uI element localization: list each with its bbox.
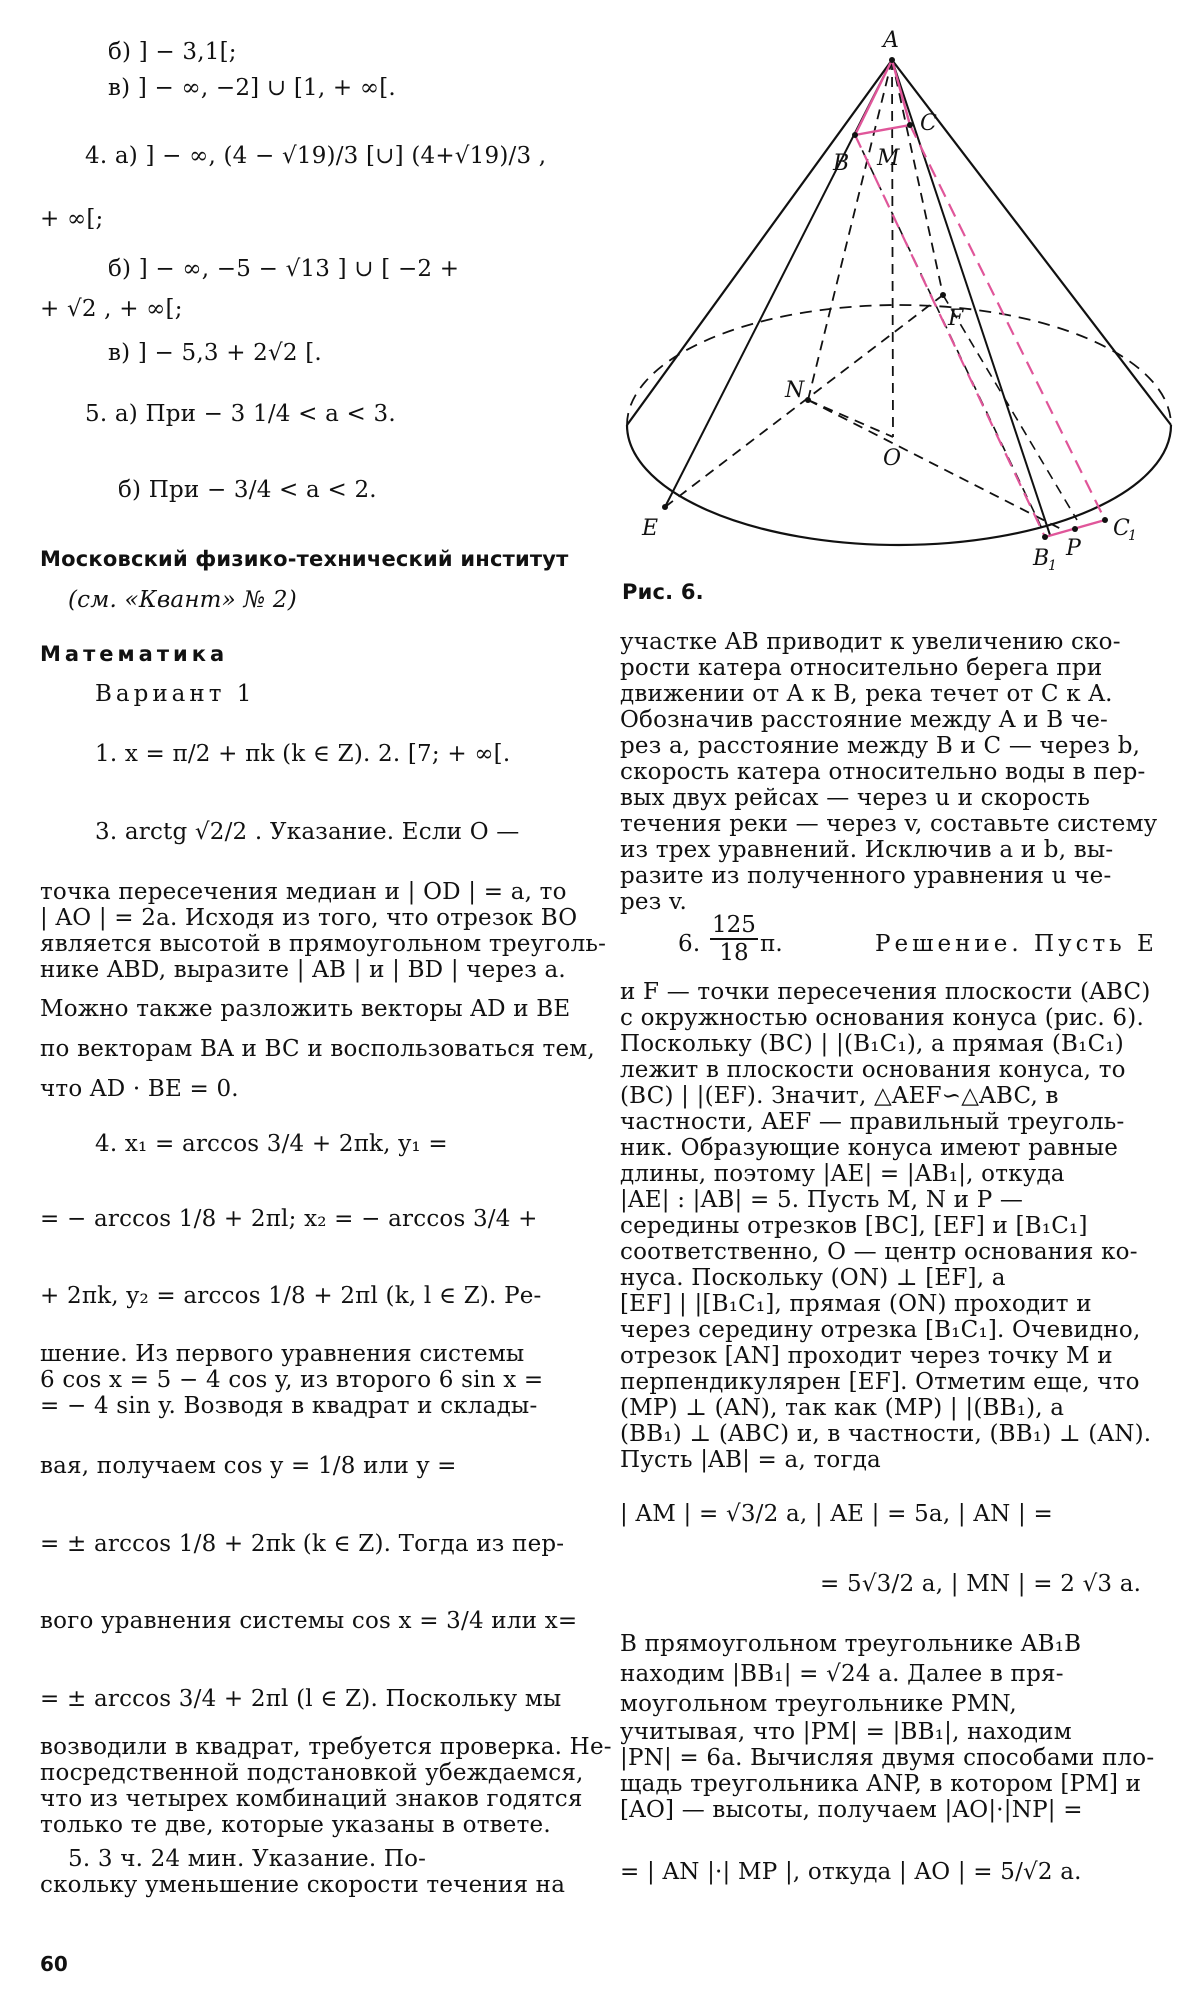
answer-1-2: 1. x = π/2 + πk (k ∈ Z). 2. [7; + ∞[. [95, 741, 511, 767]
segment-NO [808, 400, 893, 437]
answer-4-line3: + 2πk, y₂ = arccos 1/8 + 2πl (k, l ∈ Z). Ре- [40, 1283, 542, 1309]
label-B1: B [1033, 546, 1050, 571]
label-B: B [833, 151, 850, 176]
formula-line: = 5√3/2 a, | MN | = 2 √3 a. [820, 1571, 1142, 1597]
answer-6-fraction [710, 912, 758, 966]
text-line: Поскольку (BC) | |(B₁C₁), а прямая (B₁C₁) [620, 1031, 1124, 1057]
answer-5a: 5. а) При − 3 1/4 < a < 3. [85, 401, 396, 427]
label-M: M [877, 146, 900, 171]
text-line: участке AB приводит к увеличению ско- [620, 629, 1121, 655]
text-line: щадь треугольника ANP, в котором [PM] и [620, 1771, 1142, 1797]
page-number: 60 [40, 1952, 68, 1976]
pink-BB1 [855, 135, 1045, 537]
cone-base-front [627, 425, 1171, 545]
text-line: течения реки — через v, составьте систему [620, 811, 1158, 837]
text-line: что AD · BE = 0. [40, 1076, 239, 1102]
kvant-reference: (см. «Квант» № 2) [68, 587, 297, 613]
segment-NP [808, 400, 1063, 530]
answer-6-pi: π. [760, 931, 783, 957]
variant-heading: Вариант 1 [95, 681, 256, 707]
text-line: [EF] | |[B₁C₁], прямая (ON) проходит и [620, 1291, 1092, 1317]
text-line: Пусть |AB| = a, тогда [620, 1447, 881, 1473]
label-C1: C [1113, 516, 1130, 541]
text-line: В прямоугольном треугольнике AB₁B [620, 1631, 1082, 1657]
text-line: движении от A к B, река течет от C к A. [620, 681, 1113, 707]
text-line: соответственно, O — центр основания ко- [620, 1239, 1138, 1265]
label-P: P [1066, 536, 1081, 561]
cone-figure [615, 25, 1175, 580]
institute-heading: Московский физико-технический институт [40, 547, 569, 571]
text-line: = − 4 sin y. Возводя в квадрат и склады- [40, 1393, 538, 1419]
text-line: из трех уравнений. Исключив a и b, вы- [620, 837, 1114, 863]
text-line: = | AN |·| MP |, откуда | AO | = 5/√2 a. [620, 1859, 1082, 1885]
answer-4b-cont: + √2 , + ∞[; [40, 296, 183, 322]
text-line: нуса. Поскольку (ON) ⊥ [EF], а [620, 1265, 1006, 1291]
point-C1 [1102, 517, 1108, 523]
text-line: ник. Образующие конуса имеют равные [620, 1135, 1119, 1161]
point-B1 [1042, 534, 1048, 540]
text-line: = ± arccos 1/8 + 2πk (k ∈ Z). Тогда из пер- [40, 1531, 565, 1557]
text-line: [AO] — высоты, получаем |AO|·|NP| = [620, 1797, 1083, 1823]
text-line: шение. Из первого уравнения системы [40, 1341, 525, 1367]
answer-4-line2: = − arccos 1/8 + 2πl; x₂ = − arccos 3/4 + [40, 1206, 538, 1232]
point-E [662, 504, 668, 510]
pink-BC [855, 125, 910, 135]
text-line: только те две, которые указаны в ответе. [40, 1812, 551, 1838]
segment-AF [892, 60, 943, 295]
text-line: точка пересечения медиан и | OD | = a, то [40, 879, 567, 905]
pink-AB [855, 60, 892, 135]
label-A: A [883, 28, 899, 53]
answer-4a-cont: + ∞[; [40, 206, 104, 232]
text-line: Можно также разложить векторы AD и BE [40, 996, 571, 1022]
text-line: середины отрезков [BC], [EF] и [B₁C₁] [620, 1213, 1088, 1239]
label-O: O [883, 446, 902, 471]
point-B [852, 132, 858, 138]
pink-AC [892, 60, 910, 125]
text-line: |PN| = 6a. Вычисляя двумя способами пло- [620, 1745, 1155, 1771]
text-line: разите из полученного уравнения u че- [620, 863, 1112, 889]
text-line: рез a, расстояние между B и C — через b, [620, 733, 1141, 759]
text-line: |AE| : |AB| = 5. Пусть M, N и P — [620, 1187, 1024, 1213]
generatrix-left [627, 60, 892, 425]
label-N: N [785, 378, 805, 403]
section-heading: Математика [40, 642, 229, 666]
text-line: с окружностью основания конуса (рис. 6). [620, 1005, 1144, 1031]
text-line: является высотой в прямоугольном треуголь- [40, 931, 607, 957]
label-F: F [948, 306, 964, 331]
answer-4b: б) ] − ∞, −5 − √13 ] ∪ [ −2 + [108, 256, 460, 282]
text-line: скольку уменьшение скорости течения на [40, 1872, 566, 1898]
formula-line: | AM | = √3/2 a, | AE | = 5a, | AN | = [620, 1501, 1053, 1527]
text-line: отрезок [AN] проходит через точку M и [620, 1343, 1113, 1369]
pink-CC1 [910, 125, 1105, 520]
text-line: (BB₁) ⊥ (ABC) и, в частности, (BB₁) ⊥ (AN). [620, 1421, 1152, 1447]
text-line: учитывая, что |PM| = |BB₁|, находим [620, 1719, 1072, 1745]
text-line: частности, AEF — правильный треуголь- [620, 1109, 1125, 1135]
text-line: | AO | = 2a. Исходя из того, что отрезок BO [40, 905, 578, 931]
answer-3b: б) ] − 3,1[; [108, 39, 237, 65]
label-B1-sub: 1 [1048, 558, 1057, 574]
text-line: Обозначив расстояние между A и B че- [620, 707, 1109, 733]
segment-AN [808, 60, 892, 400]
text-line: длины, поэтому |AE| = |AB₁|, откуда [620, 1161, 1065, 1187]
point-N [805, 397, 811, 403]
text-line: скорость катера относительно воды в пер- [620, 759, 1146, 785]
figure-caption: Рис. 6. [622, 580, 704, 604]
text-line: моугольном треугольнике PMN, [620, 1691, 1017, 1717]
text-line: и F — точки пересечения плоскости (ABC) [620, 979, 1151, 1005]
height-AO [892, 60, 893, 437]
point-F [940, 292, 946, 298]
answer-3c: в) ] − ∞, −2] ∪ [1, + ∞[. [108, 75, 396, 101]
text-line: перпендикулярен [EF]. Отметим еще, что [620, 1369, 1140, 1395]
segment-AB1 [892, 60, 1050, 535]
answer-4c: в) ] − 5,3 + 2√2 [. [108, 340, 322, 366]
answer-4-line1: 4. x₁ = arccos 3/4 + 2πk, y₁ = [95, 1131, 448, 1157]
label-C: C [920, 111, 937, 136]
text-line: = ± arccos 3/4 + 2πl (l ∈ Z). Поскольку мы [40, 1686, 562, 1712]
label-C1-sub: 1 [1128, 528, 1137, 544]
text-line: лежит в плоскости основания конуса, то [620, 1057, 1126, 1083]
answer-3: 3. arctg √2/2 . Указание. Если O — [95, 819, 520, 845]
solution-start: Решение. Пусть E [875, 931, 1158, 957]
point-A [889, 57, 895, 63]
point-C [907, 122, 913, 128]
answer-5: 5. 3 ч. 24 мин. Указание. По- [68, 1846, 427, 1872]
cone-base-back [627, 305, 1171, 425]
text-line: нике ABD, выразите | AB | и | BD | через a. [40, 957, 566, 983]
answer-4a: 4. а) ] − ∞, (4 − √19)/3 [∪] (4+√19)/3 , [85, 143, 547, 169]
text-line: вых двух рейсах — через u и скорость [620, 785, 1091, 811]
text-line: (BC) | |(EF). Значит, △AEF∽△ABC, в [620, 1083, 1059, 1109]
text-line: что из четырех комбинаций знаков годятся [40, 1786, 583, 1812]
fraction-denominator: 18 [719, 940, 749, 966]
answer-6-number: 6. [678, 931, 701, 957]
text-line: рез v. [620, 889, 687, 915]
text-line: 6 cos x = 5 − 4 cos y, из второго 6 sin x = [40, 1367, 544, 1393]
text-line: находим |BB₁| = √24 a. Далее в пря- [620, 1661, 1064, 1687]
answer-5b: б) При − 3/4 < a < 2. [118, 477, 377, 503]
point-P [1072, 526, 1078, 532]
text-line: (MP) ⊥ (AN), так как (MP) | |(BB₁), а [620, 1395, 1065, 1421]
label-E: E [642, 516, 659, 541]
text-line: через середину отрезка [B₁C₁]. Очевидно, [620, 1317, 1141, 1343]
text-line: посредственной подстановкой убеждаемся, [40, 1760, 584, 1786]
text-line: по векторам BA и BC и воспользоваться тем, [40, 1036, 595, 1062]
text-line: рости катера относительно берега при [620, 655, 1103, 681]
fraction-numerator: 125 [712, 912, 756, 938]
text-line: вого уравнения системы cos x = 3/4 или x= [40, 1608, 578, 1634]
text-line: вая, получаем cos y = 1/8 или y = [40, 1453, 457, 1479]
text-line: возводили в квадрат, требуется проверка. Не- [40, 1734, 612, 1760]
